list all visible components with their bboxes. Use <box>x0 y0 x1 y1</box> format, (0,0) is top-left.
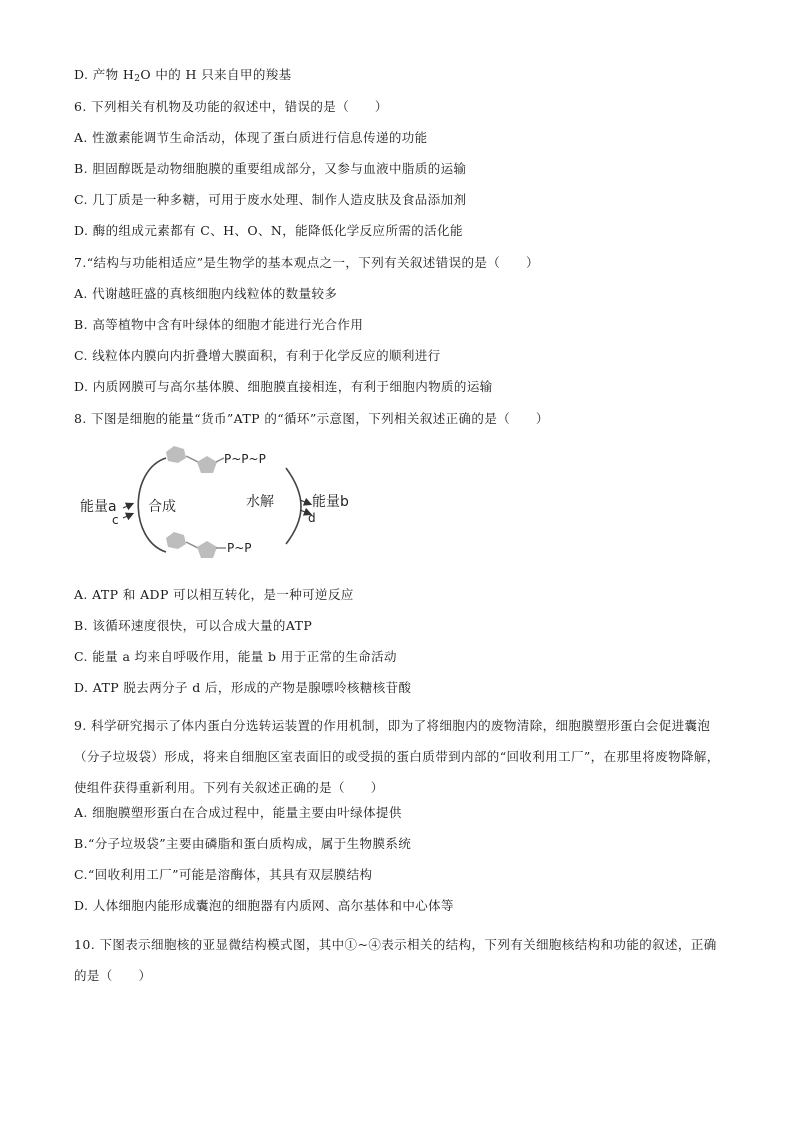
adp-base-shape <box>166 532 186 549</box>
q7-option-c: C. 线粒体内膜向内折叠增大膜面积，有利于化学反应的顺利进行 <box>74 348 441 363</box>
atp-cycle-diagram <box>74 440 364 580</box>
energy-a-arrow <box>123 504 132 508</box>
adp-sugar-shape <box>197 541 217 558</box>
q6-option-a: A. 性激素能调节生命活动，体现了蛋白质进行信息传递的功能 <box>74 130 428 145</box>
q9-option-c: C.“回收利用工厂”可能是溶酶体，其具有双层膜结构 <box>74 867 373 882</box>
c-arrow <box>123 514 132 518</box>
q9-option-a: A. 细胞膜塑形蛋白在合成过程中，能量主要由叶绿体提供 <box>74 805 402 820</box>
q6-option-b: B. 胆固醇既是动物细胞膜的重要组成部分，又参与血液中脂质的运输 <box>74 161 467 176</box>
q7-option-a: A. 代谢越旺盛的真核细胞内线粒体的数量较多 <box>74 286 338 301</box>
synthesis-label: 合成 <box>148 499 176 515</box>
adp-phosphate-label: P~P <box>227 541 252 555</box>
q5-option-d-text-2: O 中的 H 只来自甲的羧基 <box>140 67 292 82</box>
q9-option-d: D. 人体细胞内能形成囊泡的细胞器有内质网、高尔基体和中心体等 <box>74 898 454 913</box>
hydrolysis-label: 水解 <box>246 494 274 510</box>
q5-option-d-text-1: D. 产物 H <box>74 67 135 82</box>
energy-b-label: 能量b <box>312 494 349 510</box>
atp-base-shape <box>166 446 186 463</box>
q6-option-d: D. 酶的组成元素都有 C、H、O、N，能降低化学反应所需的活化能 <box>74 223 463 238</box>
q9-stem: 9. 科学研究揭示了体内蛋白分选转运装置的作用机制，即为了将细胞内的废物清除，细胞膜塑形蛋白会促进囊泡（分子垃圾袋）形成，将来自细胞区室表面旧的或受损的蛋白质带到内部的“回收利用工厂”，在那里将废物降解，使组件获得重新利用。下列有关叙述正确的是（ ） <box>74 718 720 795</box>
q8-option-b: B. 该循环速度很快，可以合成大量的ATP <box>74 618 313 633</box>
q6-option-c: C. 几丁质是一种多糖，可用于废水处理、制作人造皮肤及食品添加剂 <box>74 192 467 207</box>
q9-option-b: B.“分子垃圾袋”主要由磷脂和蛋白质构成，属于生物膜系统 <box>74 836 412 851</box>
atp-sugar-shape <box>197 456 217 473</box>
d-label: d <box>308 511 316 525</box>
q7-option-d: D. 内质网膜可与高尔基体膜、细胞膜直接相连，有利于细胞内物质的运输 <box>74 379 493 394</box>
hydrolysis-arc <box>286 468 301 544</box>
q8-stem: 8. 下图是细胞的能量“货币”ATP 的“循环”示意图，下列相关叙述正确的是（ ） <box>74 411 549 426</box>
q5-option-d <box>74 66 292 84</box>
q8-option-a: A. ATP 和 ADP 可以相互转化，是一种可逆反应 <box>74 587 354 602</box>
atp-phosphate-label: P~P~P <box>224 452 266 466</box>
q8-option-d: D. ATP 脱去两分子 d 后，形成的产物是腺嘌呤核糖核苷酸 <box>74 680 412 695</box>
q10-stem: 10. 下图表示细胞核的亚显微结构模式图，其中①~④表示相关的结构，下列有关细胞核结构和功能的叙述，正确的是（ ） <box>74 937 717 983</box>
q7-option-b: B. 高等植物中含有叶绿体的细胞才能进行光合作用 <box>74 317 364 332</box>
q7-stem: 7.“结构与功能相适应”是生物学的基本观点之一，下列有关叙述错误的是（ ） <box>74 255 539 270</box>
q5-option-d-subscript: 2 <box>134 74 141 84</box>
q8-option-c: C. 能量 a 均来自呼吸作用，能量 b 用于正常的生命活动 <box>74 649 397 664</box>
energy-a-label: 能量a <box>80 499 117 515</box>
q6-stem: 6. 下列相关有机物及功能的叙述中，错误的是（ ） <box>74 99 388 114</box>
c-label: c <box>112 513 119 527</box>
